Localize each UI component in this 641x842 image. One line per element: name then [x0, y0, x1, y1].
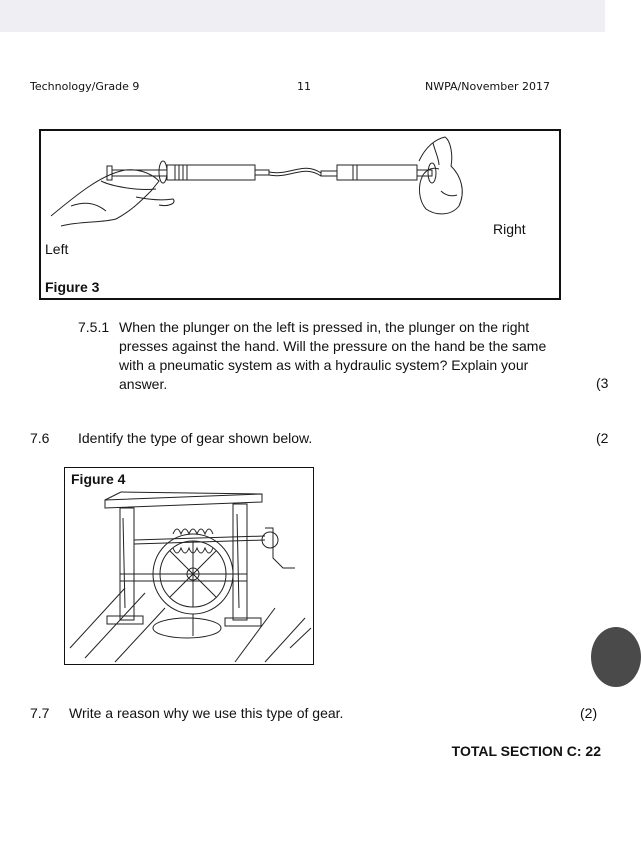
- figure-3-box: [39, 129, 561, 300]
- question-7-7-number: 7.7: [30, 705, 50, 721]
- figure-4-box: [64, 467, 314, 665]
- figure-4-caption: Figure 4: [71, 471, 126, 487]
- syringe-illustration: [41, 131, 559, 298]
- worm-gear-illustration: [65, 468, 313, 664]
- marks-7-5-1: (3: [596, 375, 609, 391]
- question-7-6-text: Identify the type of gear shown below.: [78, 430, 313, 446]
- question-line: When the plunger on the left is pressed in, the plunger on the right: [119, 319, 530, 335]
- marks-7-7: (2): [580, 705, 598, 721]
- marks-7-6: (2: [596, 430, 609, 446]
- question-7-5-1: [78, 318, 578, 394]
- header-left: Technology/Grade 9: [30, 80, 140, 93]
- question-line: presses against the hand. Will the pressure on the hand be the same: [119, 338, 547, 354]
- left-label: Left: [45, 241, 69, 257]
- total-section-c: TOTAL SECTION C: 22: [451, 743, 601, 759]
- question-line: answer.: [119, 376, 168, 392]
- top-bar: [0, 0, 605, 32]
- question-7-6-number: 7.6: [30, 430, 50, 446]
- question-7-7-text: Write a reason why we use this type of gear.: [69, 705, 344, 721]
- right-label: Right: [493, 221, 526, 237]
- question-line: with a pneumatic system as with a hydraulic system? Explain your: [119, 357, 529, 373]
- scroll-overlay-circle: [591, 627, 641, 687]
- figure-3-caption: Figure 3: [45, 279, 100, 295]
- header-right: NWPA/November 2017: [425, 80, 550, 93]
- page-number: 11: [297, 80, 311, 93]
- question-number: 7.5.1: [78, 319, 110, 335]
